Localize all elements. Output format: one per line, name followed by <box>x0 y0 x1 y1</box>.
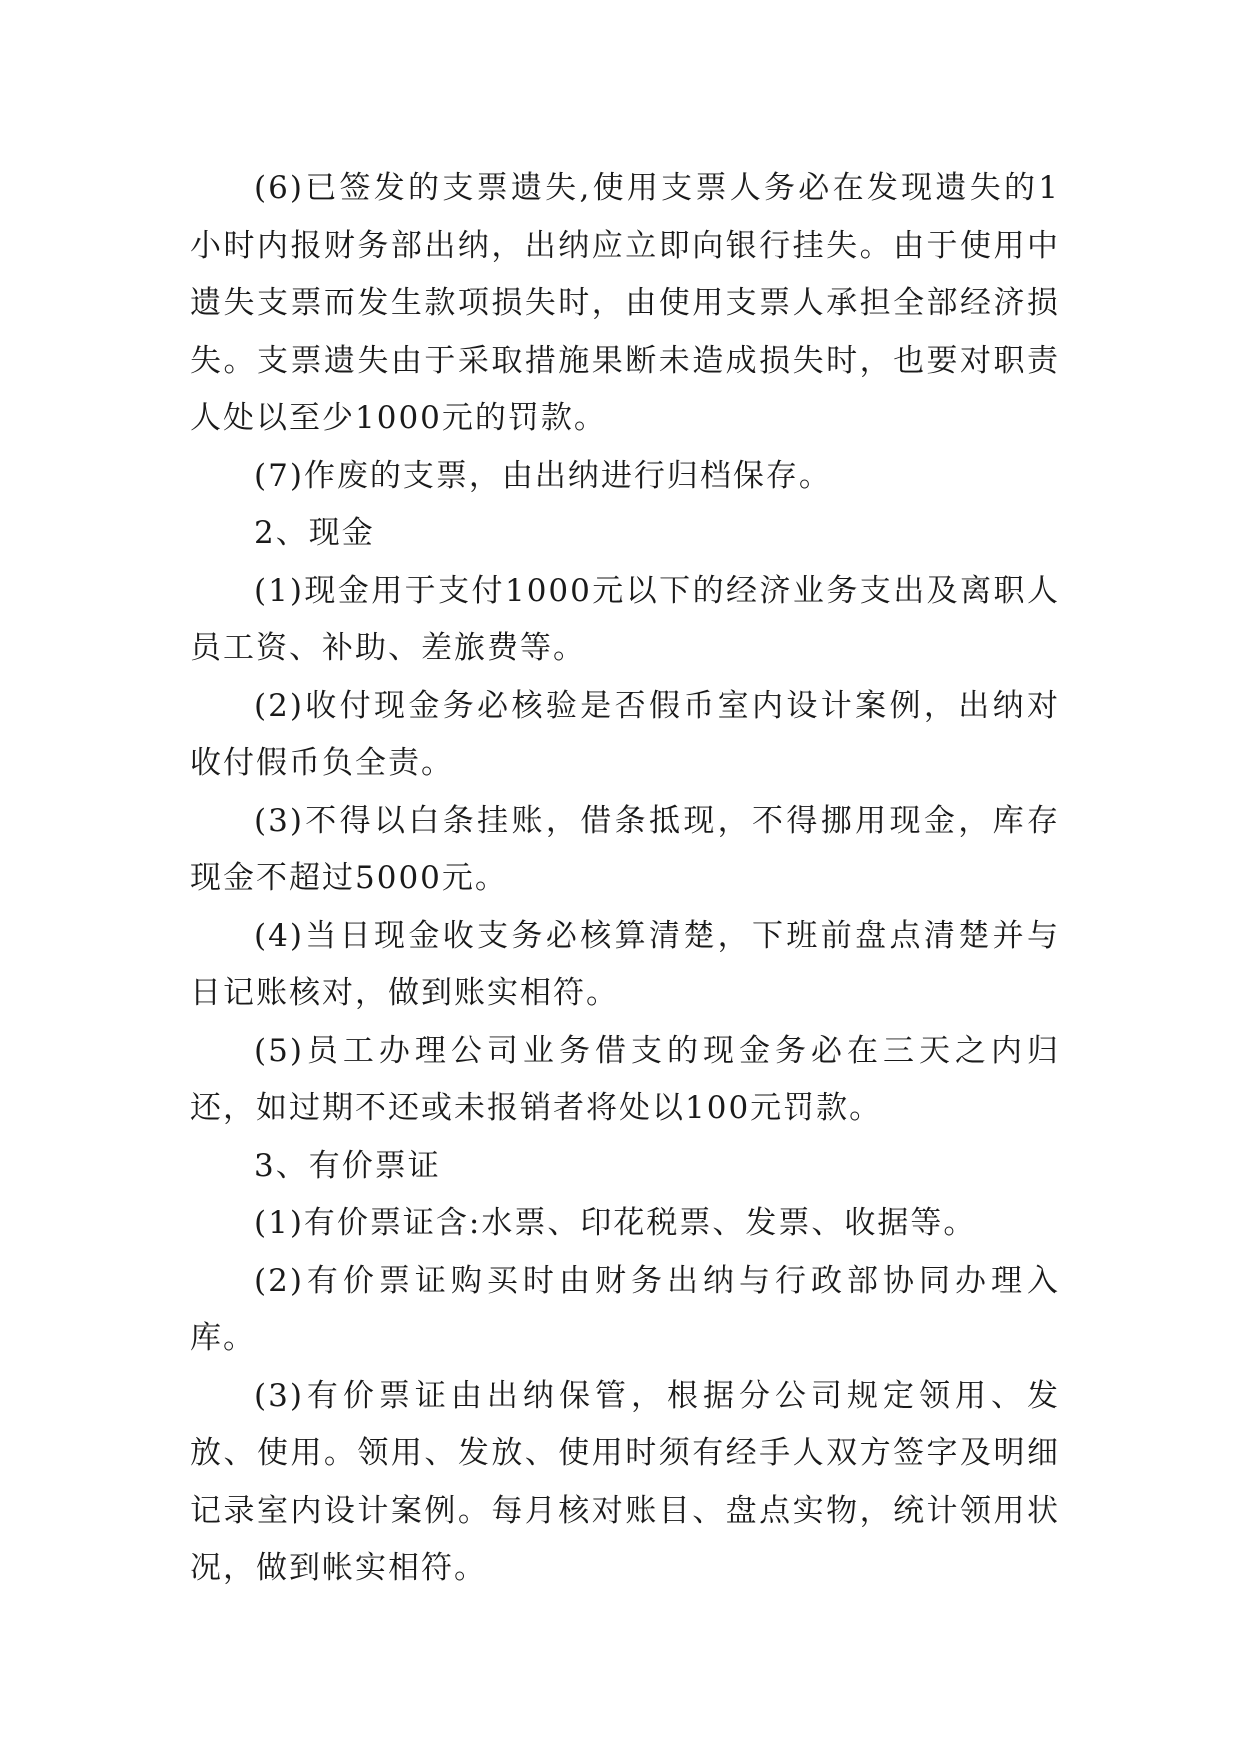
paragraph-cash-limits: (3)不得以白条挂账，借条抵现，不得挪用现金，库存现金不超过5000元。 <box>190 802 1060 896</box>
section-heading-vouchers: 3、有价票证 <box>254 1147 441 1184</box>
document-body <box>190 160 1060 1598</box>
section-heading-cash: 2、现金 <box>254 515 375 551</box>
paragraph-cash-use: (1)现金用于支付1000元以下的经济业务支出及离职人员工资、补助、差旅费等。 <box>190 572 1060 666</box>
paragraph-advance-return: (5)员工办理公司业务借支的现金务必在三天之内归还，如过期不还或未报销者将处以100元罚款。 <box>190 1032 1060 1126</box>
paragraph-void-cheque: (7)作废的支票，由出纳进行归档保存。 <box>254 457 832 494</box>
paragraph-daily-reconcile: (4)当日现金收支务必核算清楚，下班前盘点清楚并与日记账核对，做到账实相符。 <box>190 917 1060 1011</box>
paragraph-voucher-purchase: (2)有价票证购买时由财务出纳与行政部协同办理入库。 <box>190 1262 1060 1356</box>
paragraph-counterfeit-check: (2)收付现金务必核验是否假币室内设计案例，出纳对收付假币负全责。 <box>190 687 1060 781</box>
paragraph-voucher-types: (1)有价票证含:水票、印花税票、发票、收据等。 <box>254 1205 977 1241</box>
paragraph-cheque-loss: (6)已签发的支票遗失,使用支票人务必在发现遗失的1小时内报财务部出纳，出纳应立即向银行挂失。由于使用中遗失支票而发生款项损失时，由使用支票人承担全部经济损失。支票遗失由于采取措施果断未造成损失时，也要对职责人处以至少1000元的罚款。 <box>190 170 1060 436</box>
paragraph-voucher-custody: (3)有价票证由出纳保管，根据分公司规定领用、发放、使用。领用、发放、使用时须有经手人双方签字及明细记录室内设计案例。每月核对账目、盘点实物，统计领用状况，做到帐实相符。 <box>190 1377 1060 1586</box>
